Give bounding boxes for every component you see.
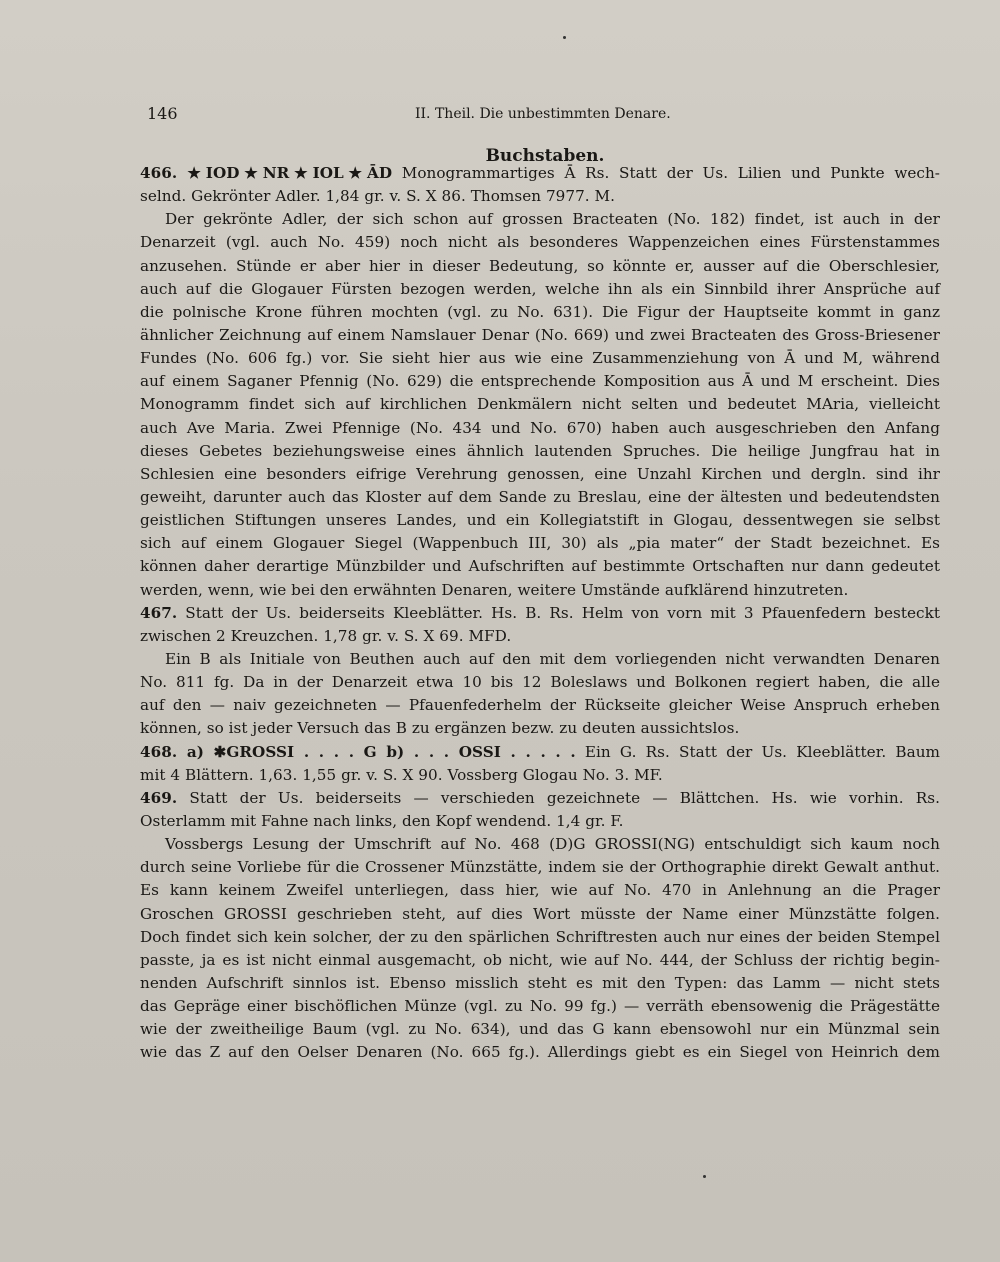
- line-text: ähnlicher Zeichnung auf einem Namslauer Denar (No. 669) und zwei Bracteaten des Gross-Briesener: [140, 325, 940, 344]
- line-text: Denarzeit (vgl. auch No. 459) noch nicht als besonderes Wappenzeichen eines Fürstenstammes: [140, 233, 940, 252]
- line-text: mit 4 Blättern. 1,63. 1,55 gr. v. S. X 90. Vossberg Glogau No. 3. MF.: [140, 765, 663, 784]
- text-line: [140, 856, 940, 879]
- text-line: [140, 417, 940, 440]
- text-line: [140, 301, 940, 324]
- text-line: [140, 555, 940, 578]
- text-line: [140, 833, 940, 856]
- scan-speck: [703, 1175, 706, 1178]
- line-text: Doch findet sich kein solcher, der zu den spärlichen Schriftresten auch nur eines der beiden Stempel: [140, 927, 940, 946]
- coin-legend: ★IOD★NR★IOL★ĀD: [177, 164, 393, 182]
- body-text: [140, 162, 940, 1064]
- text-line: [140, 972, 940, 995]
- line-text: Statt der Us. beiderseits Kleeblätter. Hs. B. Rs. Helm von vorn mit 3 Pfauenfedern besteckt: [177, 603, 940, 622]
- line-text: auch auf die Glogauer Fürsten bezogen werden, welche ihn als ein Sinnbild ihrer Ansprüche auf: [140, 279, 940, 298]
- line-text: Der gekrönte Adler, der sich schon auf grossen Bracteaten (No. 182) findet, ist auch in der: [165, 210, 940, 229]
- page-number: 146: [147, 104, 178, 123]
- line-text: Ein G. Rs. Statt der Us. Kleeblätter. Baum: [575, 742, 940, 761]
- line-text: nenden Aufschrift sinnlos ist. Ebenso misslich steht es mit den Typen: das Lamm — nicht stets: [140, 973, 940, 992]
- line-text: das Gepräge einer bischöflichen Münze (vgl. zu No. 99 fg.) — verräth ebensowenig die Prägestätte: [140, 997, 940, 1016]
- entry-number: 467.: [140, 603, 178, 622]
- text-line: [140, 278, 940, 301]
- text-line: [140, 1018, 940, 1041]
- entry-number: 466.: [140, 164, 178, 182]
- section-title: Buchstaben.: [485, 146, 605, 166]
- text-line: [140, 509, 940, 532]
- text-line: [140, 440, 940, 463]
- line-text: selnd. Gekrönter Adler. 1,84 gr. v. S. X 86. Thomsen 7977. M.: [140, 187, 616, 206]
- text-line: [140, 810, 940, 833]
- coin-legend: a) ✱GROSSI . . . . G b) . . . OSSI . . . . .: [177, 742, 576, 761]
- line-text: auf einem Saganer Pfennig (No. 629) die entsprechende Komposition aus Ā und M erscheint. Dies: [140, 372, 940, 391]
- line-text: Statt der Us. beiderseits — verschieden gezeichnete — Blättchen. Hs. wie vorhin. Rs.: [177, 788, 940, 807]
- scan-speck: [563, 36, 566, 39]
- line-text: Monogrammartiges Ā Rs. Statt der Us. Lilien und Punkte wech-: [392, 164, 940, 182]
- text-line: [140, 208, 940, 231]
- line-text: die polnische Krone führen mochten (vgl. zu No. 631). Die Figur der Hauptseite kommt in ganz: [140, 302, 940, 321]
- line-text: auch Ave Maria. Zwei Pfennige (No. 434 und No. 670) haben auch ausgeschrieben den Anfang: [140, 418, 940, 437]
- page-header: [147, 104, 937, 126]
- text-line: [140, 231, 940, 254]
- entry-number: 469.: [140, 788, 178, 807]
- text-line: [140, 787, 940, 810]
- text-line: [140, 532, 940, 555]
- text-line: [140, 255, 940, 278]
- text-line: [140, 162, 940, 185]
- text-line: [140, 694, 940, 717]
- running-head: II. Theil. Die unbestimmten Denare.: [415, 106, 671, 122]
- text-line: [140, 949, 940, 972]
- line-text: wie der zweitheilige Baum (vgl. zu No. 634), und das G kann ebensowohl nur ein Münzmal sein: [140, 1020, 940, 1039]
- text-line: [140, 926, 940, 949]
- text-line: [140, 995, 940, 1018]
- line-text: Fundes (No. 606 fg.) vor. Sie sieht hier aus wie eine Zusammenziehung von Ā und M, während: [140, 349, 940, 368]
- line-text: können, so ist jeder Versuch das B zu ergänzen bezw. zu deuten aussichtslos.: [140, 719, 740, 738]
- text-line: [140, 903, 940, 926]
- text-line: [140, 347, 940, 370]
- line-text: Vossbergs Lesung der Umschrift auf No. 468 (D)G GROSSI(NG) entschuldigt sich kaum noch: [165, 835, 940, 854]
- text-line: [140, 486, 940, 509]
- line-text: auf den — naiv gezeichneten — Pfauenfederhelm der Rückseite gleicher Weise Anspruch erheben: [140, 696, 940, 715]
- line-text: werden, wenn, wie bei den erwähnten Denaren, weitere Umstände aufklärend hinzutreten.: [140, 580, 849, 599]
- line-text: passte, ja es ist nicht einmal ausgemacht, ob nicht, wie auf No. 444, der Schluss der richtig begin-: [140, 950, 940, 969]
- text-line: [140, 393, 940, 416]
- line-text: Monogramm findet sich auf kirchlichen Denkmälern nicht selten und bedeutet MAria, vielleicht: [140, 395, 940, 414]
- text-line: [140, 648, 940, 671]
- text-line: [140, 1041, 940, 1064]
- line-text: Schlesien eine besonders eifrige Verehrung genossen, eine Unzahl Kirchen und dergln. sind ihr: [140, 464, 940, 483]
- text-line: [140, 764, 940, 787]
- line-text: geistlichen Stiftungen unseres Landes, und ein Kollegiatstift in Glogau, dessentwegen sie selbst: [140, 511, 940, 530]
- line-text: können daher derartige Münzbilder und Aufschriften auf bestimmte Ortschaften nur dann gedeutet: [140, 557, 940, 576]
- line-text: wie das Z auf den Oelser Denaren (No. 665 fg.). Allerdings giebt es ein Siegel von Heinrich dem: [140, 1043, 940, 1062]
- text-line: [140, 625, 940, 648]
- line-text: sich auf einem Glogauer Siegel (Wappenbuch III, 30) als „pia mater“ der Stadt bezeichnet. Es: [140, 534, 940, 553]
- line-text: geweiht, darunter auch das Kloster auf dem Sande zu Breslau, eine der ältesten und bedeutendsten: [140, 487, 940, 506]
- line-text: zwischen 2 Kreuzchen. 1,78 gr. v. S. X 69. MFD.: [140, 626, 512, 645]
- text-line: [140, 717, 940, 740]
- line-text: durch seine Vorliebe für die Crossener Münzstätte, indem sie der Orthographie direkt Gewalt anthut.: [140, 858, 940, 877]
- line-text: dieses Gebetes beziehungsweise eines ähnlich lautenden Spruches. Die heilige Jungfrau hat in: [140, 441, 940, 460]
- text-line: [140, 185, 940, 208]
- line-text: Ein B als Initiale von Beuthen auch auf den mit dem vorliegenden nicht verwandten Denaren: [165, 649, 940, 668]
- line-text: Groschen GROSSI geschrieben steht, auf dies Wort müsste der Name einer Münzstätte folgen.: [140, 904, 940, 923]
- text-line: [140, 879, 940, 902]
- entry-number: 468.: [140, 742, 178, 761]
- line-text: anzusehen. Stünde er aber hier in dieser Bedeutung, so könnte er, ausser auf die Oberschlesier,: [140, 256, 940, 275]
- line-text: Es kann keinem Zweifel unterliegen, dass hier, wie auf No. 470 in Anlehnung an die Prager: [140, 881, 940, 900]
- text-line: [140, 671, 940, 694]
- text-line: [140, 324, 940, 347]
- text-line: [140, 579, 940, 602]
- text-line: [140, 741, 940, 764]
- line-text: Osterlamm mit Fahne nach links, den Kopf wendend. 1,4 gr. F.: [140, 811, 624, 830]
- text-line: [140, 602, 940, 625]
- text-line: [140, 370, 940, 393]
- line-text: No. 811 fg. Da in der Denarzeit etwa 10 bis 12 Boleslaws und Bolkonen regiert haben, die alle: [140, 673, 940, 692]
- text-line: [140, 463, 940, 486]
